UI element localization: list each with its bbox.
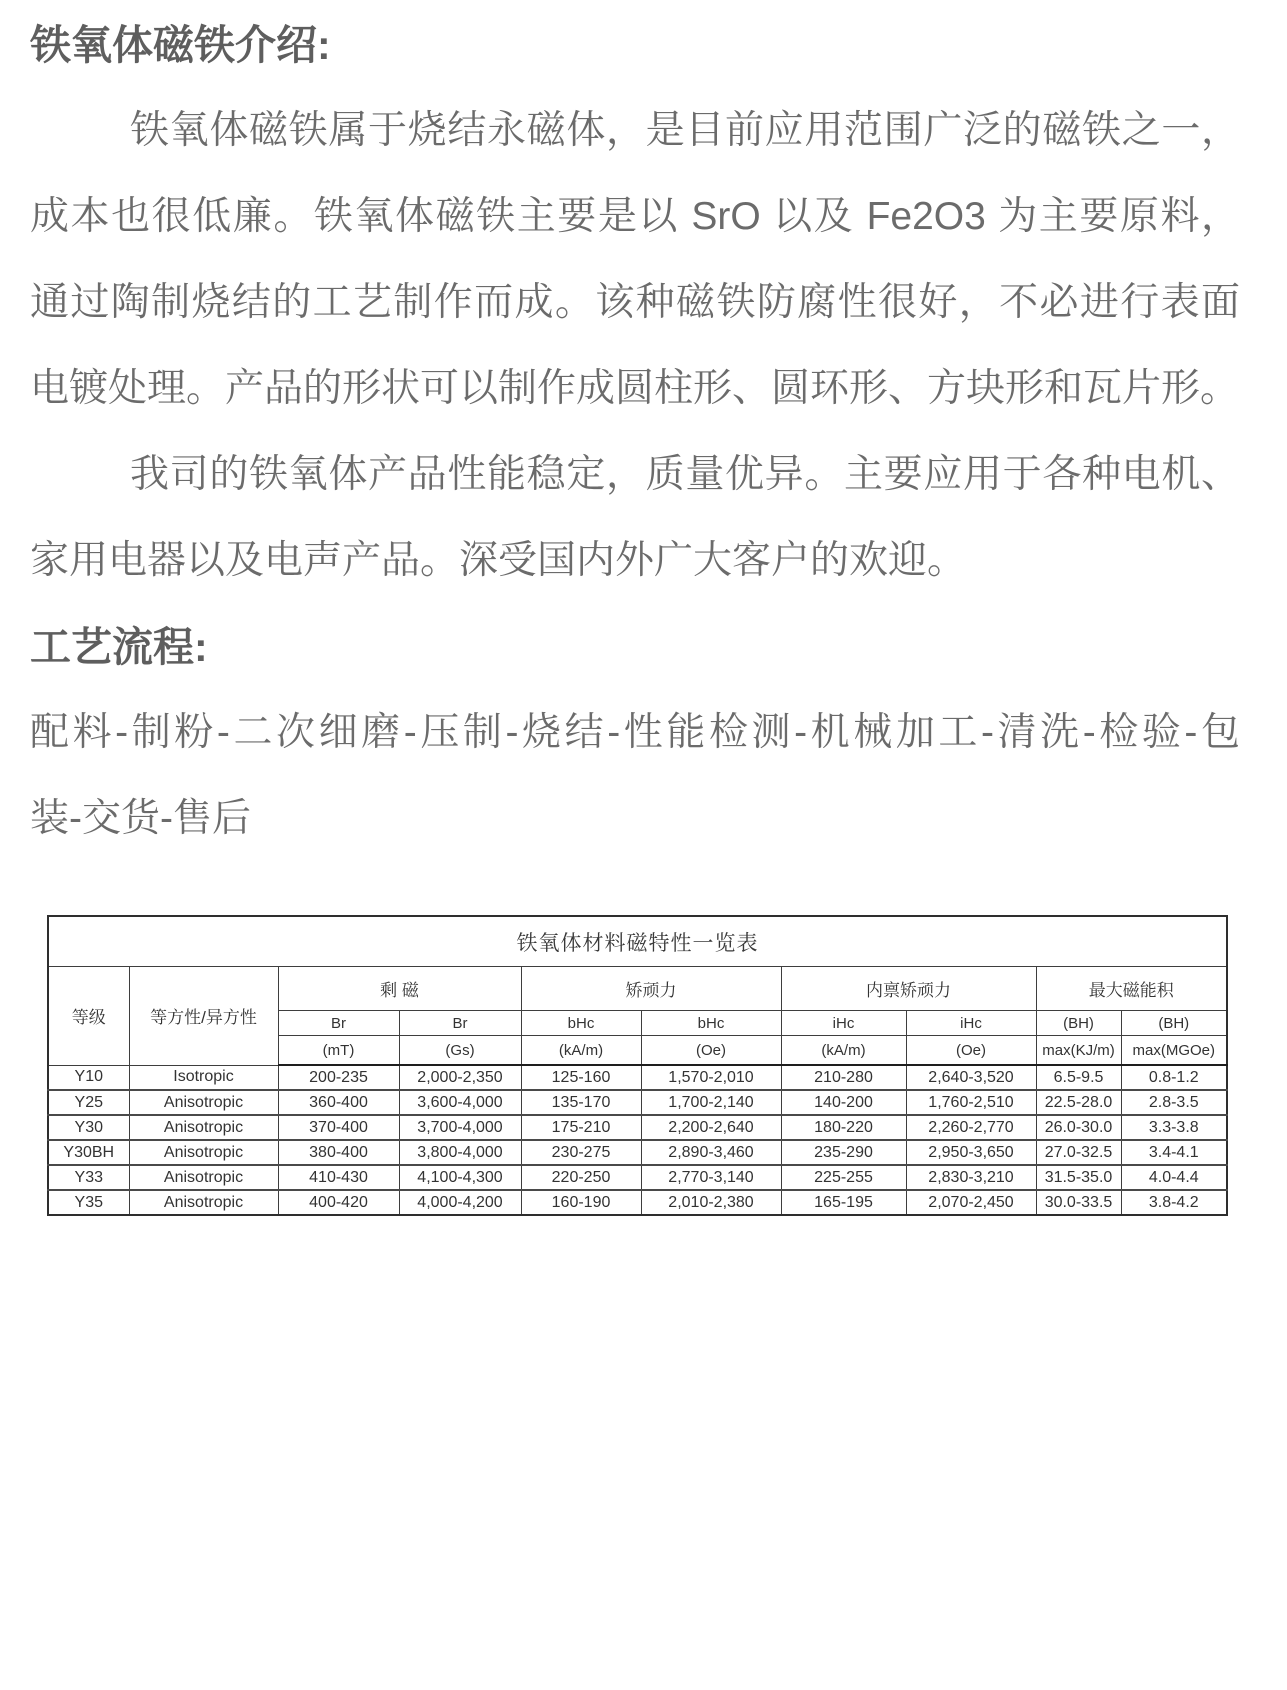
intro-paragraph [30, 88, 1240, 432]
header-isotropy: 等方性/异方性 [129, 967, 278, 1066]
paragraph-line: 装-交货-售后 [30, 797, 251, 840]
table-cell: 3.8-4.2 [1121, 1190, 1227, 1215]
table-cell: Y33 [48, 1165, 129, 1190]
table-cell: 26.0-30.0 [1036, 1115, 1121, 1140]
table-cell: 2,070-2,450 [906, 1190, 1036, 1215]
table-cell: 3.3-3.8 [1121, 1115, 1227, 1140]
paragraph-line: 配料-制粉-二次细磨-压制-烧结-性能检测-机械加工-清洗-检验-包 [30, 711, 1240, 754]
table-cell: Y10 [48, 1065, 129, 1090]
table-cell: 175-210 [521, 1115, 641, 1140]
table-cell: 22.5-28.0 [1036, 1090, 1121, 1115]
process-paragraph [30, 690, 1240, 862]
table-cell: 380-400 [278, 1140, 399, 1165]
table-cell: 3,800-4,000 [399, 1140, 521, 1165]
process-heading: 工艺流程: [30, 624, 208, 670]
header-unit: (Oe) [641, 1036, 781, 1066]
table-title: 铁氧体材料磁特性一览表 [48, 916, 1227, 967]
table-cell: 2.8-3.5 [1121, 1090, 1227, 1115]
table-cell: Anisotropic [129, 1140, 278, 1165]
header-unit: (mT) [278, 1036, 399, 1066]
table-row [48, 1115, 1227, 1140]
table-cell: 2,260-2,770 [906, 1115, 1036, 1140]
table-cell: 2,010-2,380 [641, 1190, 781, 1215]
header-group-coercivity: 矫顽力 [521, 967, 781, 1011]
header-symbol: iHc [906, 1011, 1036, 1036]
table-cell: 2,000-2,350 [399, 1065, 521, 1090]
table-cell: 4.0-4.4 [1121, 1165, 1227, 1190]
paragraph-line: 电镀处理。产品的形状可以制作成圆柱形、圆环形、方块形和瓦片形。 [30, 367, 1240, 410]
header-unit: (Gs) [399, 1036, 521, 1066]
header-unit: (Oe) [906, 1036, 1036, 1066]
company-paragraph [30, 432, 1240, 604]
table-cell: 160-190 [521, 1190, 641, 1215]
table-row [48, 1090, 1227, 1115]
table-cell: 4,000-4,200 [399, 1190, 521, 1215]
table-cell: 2,890-3,460 [641, 1140, 781, 1165]
table-cell: Y25 [48, 1090, 129, 1115]
header-unit: (kA/m) [781, 1036, 906, 1066]
table-cell: 210-280 [781, 1065, 906, 1090]
table-cell: 225-255 [781, 1165, 906, 1190]
header-group-remanence: 剩 磁 [278, 967, 521, 1011]
table-cell: 410-430 [278, 1165, 399, 1190]
table-cell: 30.0-33.5 [1036, 1190, 1121, 1215]
header-unit: max(KJ/m) [1036, 1036, 1121, 1066]
table-cell: Anisotropic [129, 1090, 278, 1115]
table-row [48, 1140, 1227, 1165]
table-row [48, 1190, 1227, 1215]
header-symbol: (BH) [1036, 1011, 1121, 1036]
table-cell: 180-220 [781, 1115, 906, 1140]
table-cell: 230-275 [521, 1140, 641, 1165]
table-cell: 235-290 [781, 1140, 906, 1165]
table-row [48, 1065, 1227, 1090]
table-cell: 2,830-3,210 [906, 1165, 1036, 1190]
table-cell: 2,950-3,650 [906, 1140, 1036, 1165]
header-symbol: iHc [781, 1011, 906, 1036]
paragraph-line: 家用电器以及电声产品。深受国内外广大客户的欢迎。 [30, 539, 967, 582]
header-group-max-energy-product: 最大磁能积 [1036, 967, 1227, 1011]
paragraph-line: 成本也很低廉。铁氧体磁铁主要是以 SrO 以及 Fe2O3 为主要原料， [30, 195, 1240, 238]
intro-heading: 铁氧体磁铁介绍: [30, 22, 331, 68]
table-cell: 1,570-2,010 [641, 1065, 781, 1090]
table-cell: 0.8-1.2 [1121, 1065, 1227, 1090]
table-cell: 4,100-4,300 [399, 1165, 521, 1190]
table-cell: Anisotropic [129, 1115, 278, 1140]
table-group-header-row [48, 967, 1227, 1011]
table-cell: Y30 [48, 1115, 129, 1140]
table-cell: 140-200 [781, 1090, 906, 1115]
table-cell: 31.5-35.0 [1036, 1165, 1121, 1190]
header-group-intrinsic-coercivity: 内禀矫顽力 [781, 967, 1036, 1011]
table-cell: 3.4-4.1 [1121, 1140, 1227, 1165]
paragraph-line: 我司的铁氧体产品性能稳定，质量优异。主要应用于各种电机、 [130, 453, 1240, 496]
table-cell: 3,700-4,000 [399, 1115, 521, 1140]
table-cell: Y35 [48, 1190, 129, 1215]
header-symbol: Br [278, 1011, 399, 1036]
table-cell: 6.5-9.5 [1036, 1065, 1121, 1090]
header-symbol: (BH) [1121, 1011, 1227, 1036]
table-cell: 2,640-3,520 [906, 1065, 1036, 1090]
table-cell: 1,760-2,510 [906, 1090, 1036, 1115]
table-cell: 220-250 [521, 1165, 641, 1190]
table-cell: Isotropic [129, 1065, 278, 1090]
table-cell: Y30BH [48, 1140, 129, 1165]
header-symbol: bHc [521, 1011, 641, 1036]
header-grade: 等级 [48, 967, 129, 1066]
header-symbol: Br [399, 1011, 521, 1036]
table-title-row [48, 916, 1227, 967]
table-cell: 2,200-2,640 [641, 1115, 781, 1140]
table-cell: 2,770-3,140 [641, 1165, 781, 1190]
header-unit: max(MGOe) [1121, 1036, 1227, 1066]
table-cell: 200-235 [278, 1065, 399, 1090]
table-cell: 400-420 [278, 1190, 399, 1215]
table-cell: Anisotropic [129, 1165, 278, 1190]
header-unit: (kA/m) [521, 1036, 641, 1066]
table-cell: 360-400 [278, 1090, 399, 1115]
table-cell: Anisotropic [129, 1190, 278, 1215]
table-cell: 165-195 [781, 1190, 906, 1215]
table-row [48, 1165, 1227, 1190]
header-symbol: bHc [641, 1011, 781, 1036]
paragraph-line: 铁氧体磁铁属于烧结永磁体，是目前应用范围广泛的磁铁之一， [130, 109, 1240, 152]
ferrite-properties-table [47, 915, 1228, 1216]
table-cell: 125-160 [521, 1065, 641, 1090]
table-cell: 370-400 [278, 1115, 399, 1140]
table-cell: 135-170 [521, 1090, 641, 1115]
table-cell: 3,600-4,000 [399, 1090, 521, 1115]
table-cell: 1,700-2,140 [641, 1090, 781, 1115]
paragraph-line: 通过陶制烧结的工艺制作而成。该种磁铁防腐性很好，不必进行表面 [30, 281, 1240, 324]
table-cell: 27.0-32.5 [1036, 1140, 1121, 1165]
